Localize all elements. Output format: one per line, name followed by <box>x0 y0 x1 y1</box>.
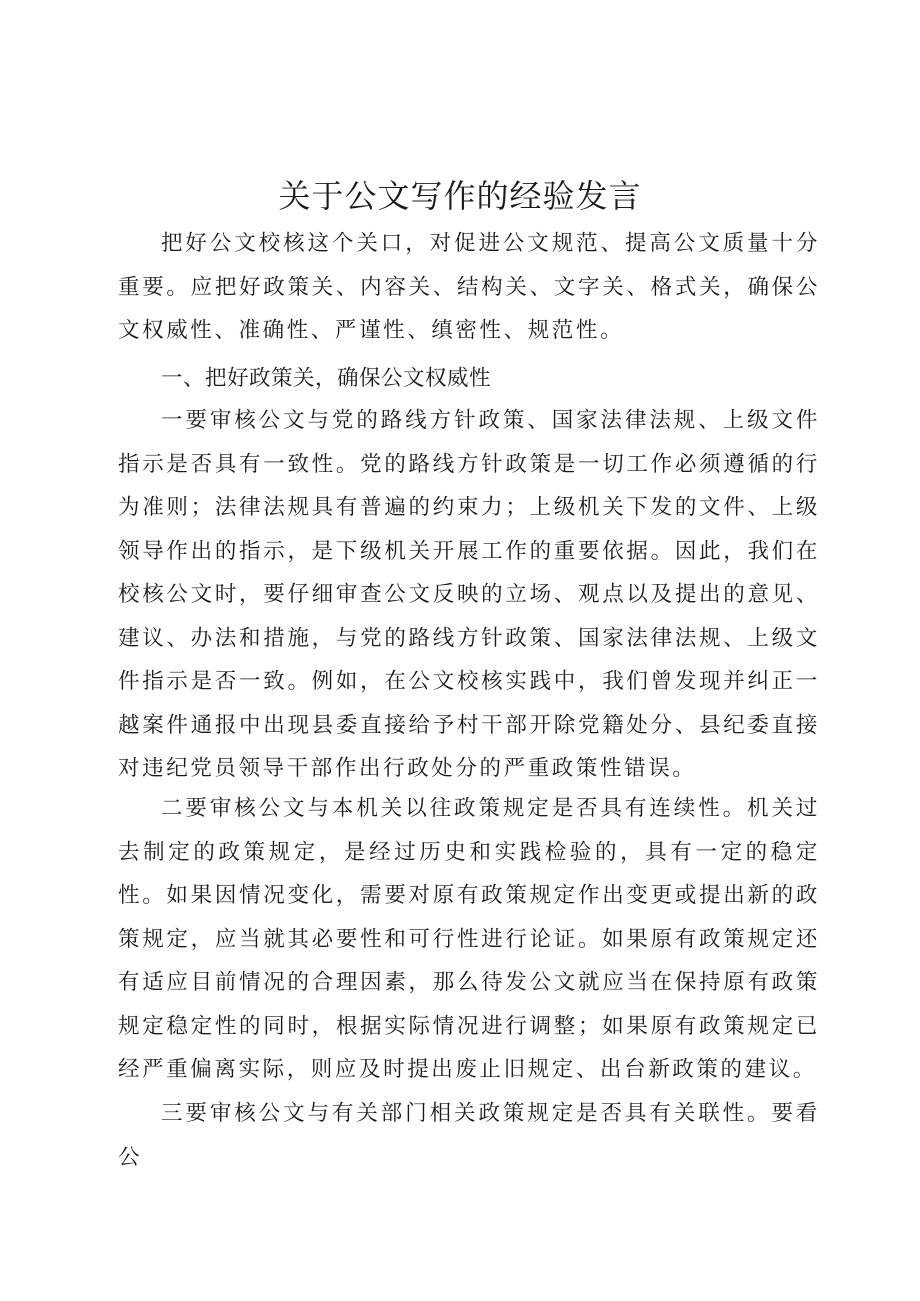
document-title: 关于公文写作的经验发言 <box>278 177 642 215</box>
section-heading: 一、把好政策关，确保公文权威性 <box>161 366 492 391</box>
body-paragraph-3: 三要审核公文与有关部门相关政策规定是否具有关联性。要看公 <box>118 1101 820 1170</box>
body-paragraph-1: 一要审核公文与党的路线方针政策、国家法律法规、上级文件指示是否具有一致性。党的路线方针政策是一切工作必须遵循的行为准则；法律法规具有普遍的约束力；上级机关下发的文件、上级领导作出的指示，是下级机关开展工作的重要依据。因此，我们在校核公文时，要仔细审查公文反映的立场、观点以及提出的意见、建议、办法和措施，与党的路线方针政策、国家法律法规、上级文件指示是否一致。例如，在公文校核实践中，我们曾发现并纠正一越案件通报中出现县委直接给予村干部开除党籍处分、县纪委直接对违纪党员领导干部作出行政处分的严重政策性错误。 <box>118 408 820 781</box>
intro-paragraph: 把好公文校核这个关口，对促进公文规范、提高公文质量十分重要。应把好政策关、内容关、结构关、文字关、格式关，确保公文权威性、准确性、严谨性、缜密性、规范性。 <box>118 231 820 343</box>
body-paragraph-2: 二要审核公文与本机关以往政策规定是否具有连续性。机关过去制定的政策规定，是经过历史和实践检验的，具有一定的稳定性。如果因情况变化，需要对原有政策规定作出变更或提出新的政策规定，应当就其必要性和可行性进行论证。如果原有政策规定还有适应目前情况的合理因素，那么待发公文就应当在保持原有政策规定稳定性的同时，根据实际情况进行调整；如果原有政策规定已经严重偏离实际，则应及时提出废止旧规定、出台新政策的建议。 <box>118 796 820 1082</box>
